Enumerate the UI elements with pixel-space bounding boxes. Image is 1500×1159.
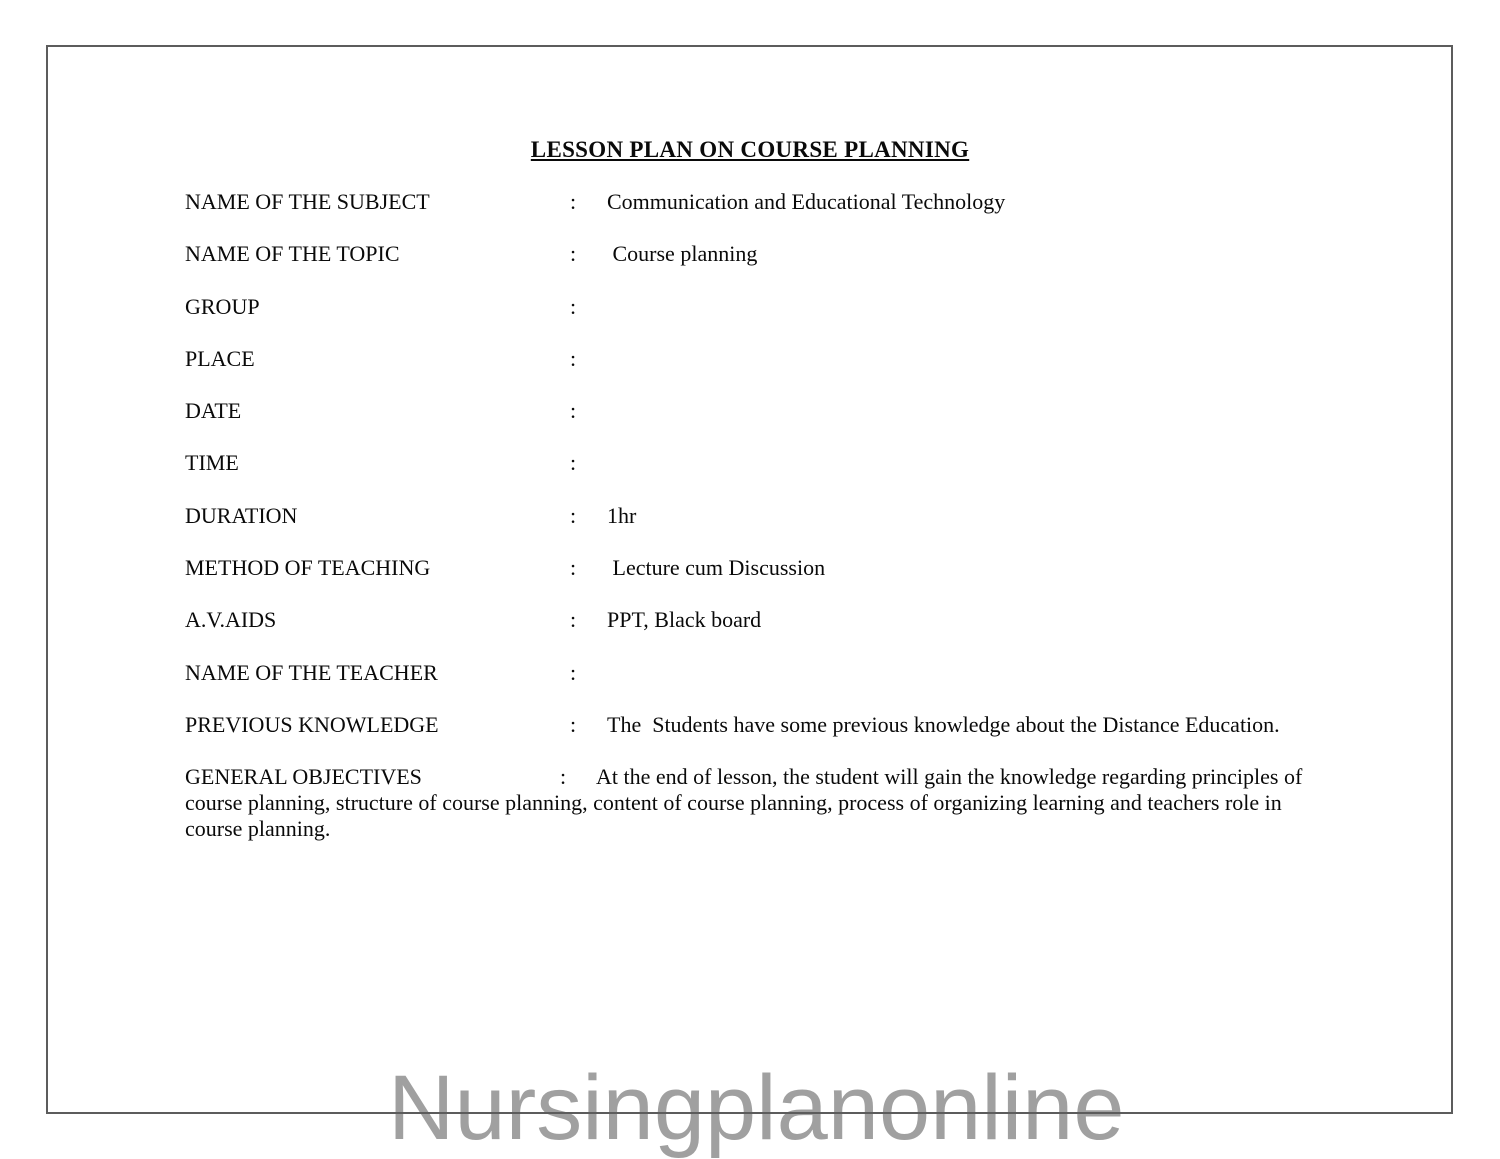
field-separator: : <box>560 764 567 790</box>
field-value: At the end of lesson, the student will gain the knowledge regarding principles of course planning, structure of course planning, content of course planning, process of organizing learning and teachers role in course planning. <box>185 764 1308 842</box>
field-separator: : <box>570 659 577 685</box>
field-separator: : <box>570 555 577 581</box>
field-label: DURATION <box>185 502 298 528</box>
field-row <box>185 346 1335 372</box>
field-value: The Students have some previous knowledge about the Distance Education. <box>607 711 1280 737</box>
field-label: A.V.AIDS <box>185 607 277 633</box>
field-separator: : <box>570 293 577 319</box>
field-separator: : <box>570 711 577 737</box>
field-separator: : <box>570 241 577 267</box>
field-row <box>185 241 1335 267</box>
field-row <box>185 712 1335 738</box>
field-label: NAME OF THE SUBJECT <box>185 189 430 214</box>
field-rows-container <box>185 189 1335 738</box>
field-value: 1hr <box>607 502 637 528</box>
field-label: NAME OF THE TEACHER <box>185 659 438 685</box>
field-value: Communication and Educational Technology <box>607 189 1006 214</box>
field-row <box>185 450 1335 476</box>
field-row <box>185 555 1335 581</box>
field-value: PPT, Black board <box>607 607 762 633</box>
field-label: TIME <box>185 450 239 476</box>
field-value: Lecture cum Discussion <box>607 555 826 581</box>
field-separator: : <box>570 398 577 424</box>
fields-list <box>185 189 1335 842</box>
field-separator: : <box>570 189 577 214</box>
field-row <box>185 503 1335 529</box>
field-label: PREVIOUS KNOWLEDGE <box>185 711 439 737</box>
field-label: GENERAL OBJECTIVES <box>185 764 422 790</box>
field-value: Course planning <box>607 241 758 267</box>
field-row <box>185 398 1335 424</box>
watermark: Nursingplanonline <box>388 1057 1125 1159</box>
field-label: DATE <box>185 398 242 424</box>
field-separator: : <box>570 502 577 528</box>
field-label: GROUP <box>185 293 260 319</box>
field-separator: : <box>570 345 577 371</box>
field-label: NAME OF THE TOPIC <box>185 241 400 267</box>
field-row <box>185 189 1335 215</box>
field-label: PLACE <box>185 345 255 371</box>
field-row <box>185 294 1335 320</box>
field-separator: : <box>570 450 577 476</box>
field-separator: : <box>570 607 577 633</box>
general-objectives-row <box>185 764 1335 842</box>
field-row <box>185 607 1335 633</box>
field-label: METHOD OF TEACHING <box>185 555 431 581</box>
field-row <box>185 660 1335 686</box>
page-title: LESSON PLAN ON COURSE PLANNING <box>530 137 970 162</box>
